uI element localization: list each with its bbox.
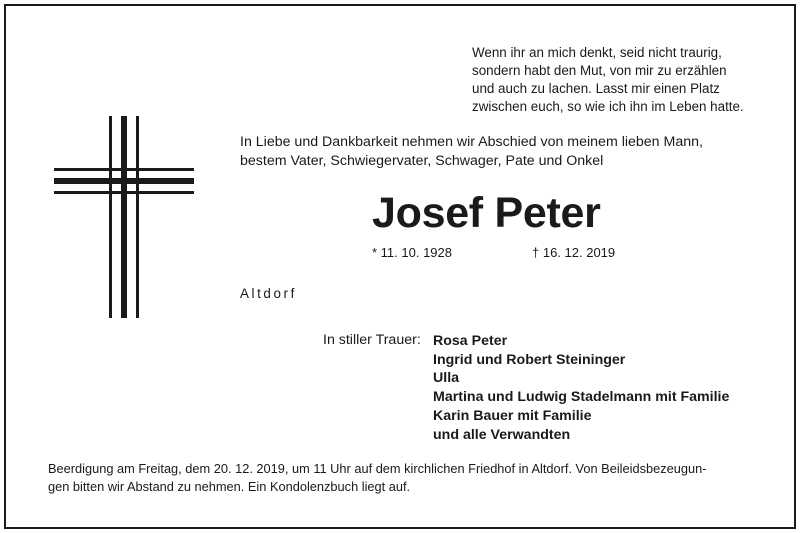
mourner-name: Ulla xyxy=(433,370,460,387)
death-date: † 16. 12. 2019 xyxy=(532,245,616,260)
mourner-name: Karin Bauer mit Familie xyxy=(433,407,592,424)
cross-icon xyxy=(54,116,194,318)
place-name: Altdorf xyxy=(240,286,297,301)
poem-line: und auch zu lachen. Lasst mir einen Platz xyxy=(472,81,720,96)
poem xyxy=(472,44,772,116)
mourning-label: In stiller Trauer: xyxy=(323,332,421,348)
mourners-list xyxy=(433,332,773,444)
deceased-name: Josef Peter xyxy=(372,189,601,237)
mourner-name: Rosa Peter xyxy=(433,333,508,349)
poem-line: Wenn ihr an mich denkt, seid nicht traurig, xyxy=(472,45,722,60)
funeral-line: Beerdigung am Freitag, dem 20. 12. 2019, um 11 Uhr auf dem kirchlichen Friedhof in Altdorf. Von Beileidsbezeugun- xyxy=(48,461,707,476)
mourner-name: Ingrid und Robert Steininger xyxy=(433,351,626,368)
poem-line: zwischen euch, so wie ich ihn im Leben hatte. xyxy=(472,99,744,114)
intro-line: In Liebe und Dankbarkeit nehmen wir Abschied von meinem lieben Mann, xyxy=(240,134,703,150)
funeral-line: gen bitten wir Abstand zu nehmen. Ein Kondolenzbuch liegt auf. xyxy=(48,479,411,494)
intro-line: bestem Vater, Schwiegervater, Schwager, Pate und Onkel xyxy=(240,153,604,169)
funeral-info xyxy=(48,460,778,496)
intro-text xyxy=(240,133,770,171)
mourner-name: und alle Verwandten xyxy=(433,426,571,443)
birth-date: * 11. 10. 1928 xyxy=(372,245,452,260)
mourner-name: Martina und Ludwig Stadelmann mit Familie xyxy=(433,389,730,406)
poem-line: sondern habt den Mut, von mir zu erzählen xyxy=(472,63,727,78)
